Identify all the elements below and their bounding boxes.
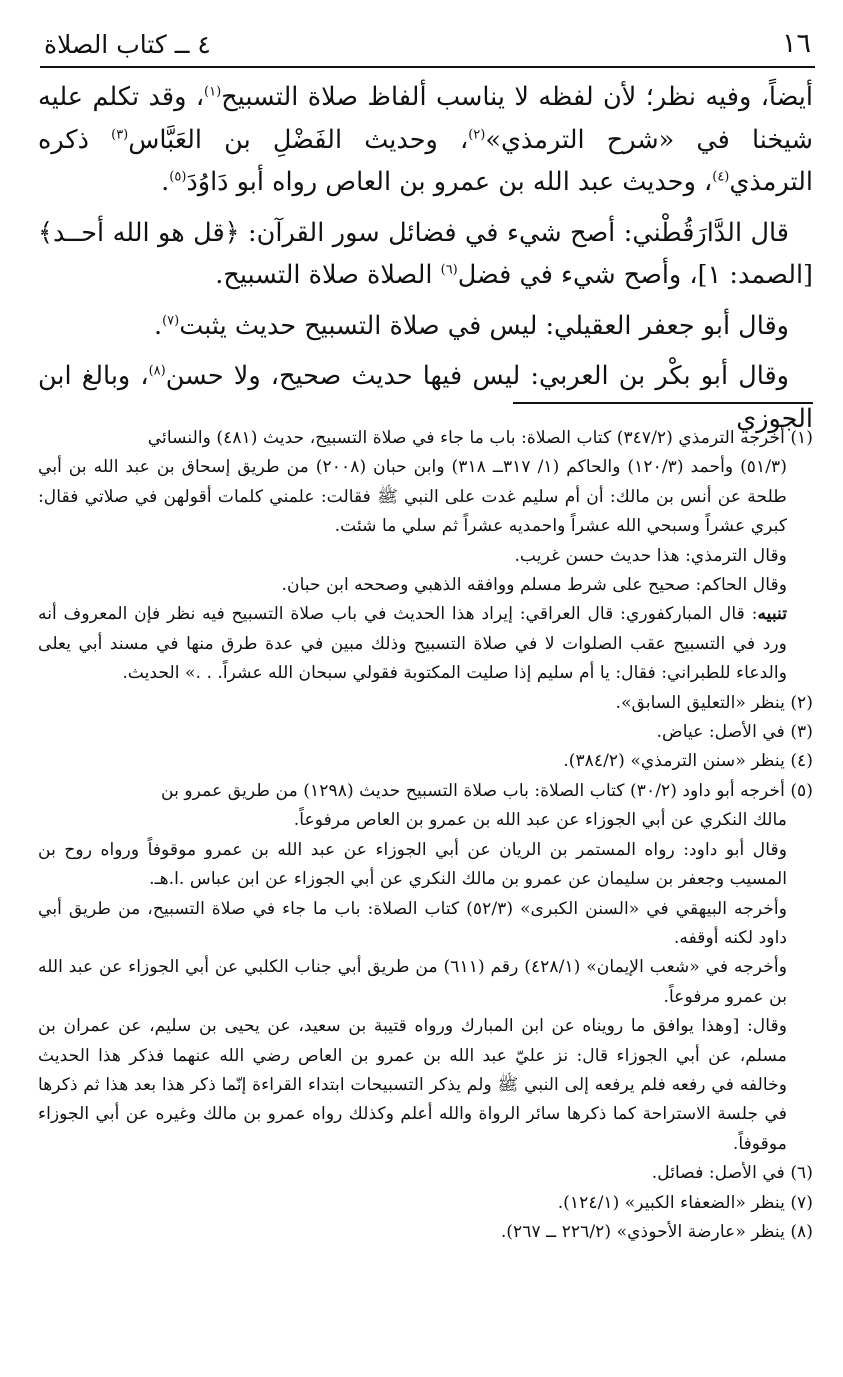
paragraph-1 bbox=[38, 76, 813, 204]
text-span: ، وحديث عبد الله بن عمرو بن العاص رواه أبو دَاوُدَ bbox=[186, 167, 713, 197]
text-span: أيضاً، وفيه نظر؛ لأن لفظه لا يناسب ألفاظ صلاة التسبيح bbox=[221, 82, 813, 112]
footnote-ref-1[interactable]: (١) bbox=[204, 84, 222, 100]
running-title: ٤ ــ كتاب الصلاة bbox=[44, 30, 211, 59]
footnote-6: (٦) في الأصل: فصائل. bbox=[651, 1163, 813, 1184]
footnote-5: (٥) أخرجه أبو داود (٣٠/٢) كتاب الصلاة: باب صلاة التسبيح حديث (١٢٩٨) من طريق عمرو بن bbox=[161, 780, 813, 801]
page-number: ١٦ bbox=[781, 28, 811, 59]
footnotes bbox=[38, 424, 813, 1247]
text-span: وقال أبو بكْر بن العربي: ليس فيها حديث صحيح، ولا حسن bbox=[165, 361, 789, 391]
text-span: ذكره الترمذي bbox=[38, 124, 813, 197]
text-span: . bbox=[153, 310, 163, 341]
note-label: تنبيه bbox=[757, 604, 787, 625]
footnote-ref-2[interactable]: (٢) bbox=[468, 127, 486, 142]
footnote-5-bayhaqi: وأخرجه البيهقي في «السنن الكبرى» (٥٢/٣) كتاب الصلاة: باب ما جاء في صلاة التسبيح، من طريق أبي داود لكنه أوقفه. bbox=[38, 898, 788, 948]
text-span: وقال أبو جعفر العقيلي: ليس في صلاة التسبيح حديث يثبت bbox=[179, 310, 789, 341]
footnote-ref-8[interactable]: (٨) bbox=[148, 363, 166, 379]
footnote-8: (٨) ينظر «عارضة الأحوذي» (٢٢٦/٢ ــ ٢٦٧). bbox=[500, 1221, 813, 1242]
text-span: الصلاة صلاة التسبيح. bbox=[215, 260, 441, 290]
footnote-ref-6[interactable]: (٦) bbox=[440, 262, 458, 278]
page-header bbox=[40, 26, 815, 68]
footnote-ref-3[interactable]: (٣) bbox=[111, 127, 129, 142]
text-span: ، وبالغ ابن الجوزي bbox=[38, 361, 813, 434]
footnote-1: (١) أخرجه الترمذي (٣٤٧/٢) كتاب الصلاة: باب ما جاء في صلاة التسبيح، حديث (٤٨١) والنسائي bbox=[147, 428, 813, 448]
footnote-3: (٣) في الأصل: عياض. bbox=[656, 722, 813, 743]
paragraph-2 bbox=[38, 212, 813, 297]
text-span: ، وحديث الفَضْلِ بن العَبَّاس bbox=[128, 124, 469, 155]
note-text: : قال المباركفوري: قال العراقي: إيراد هذا الحديث في باب صلاة التسبيح فيه نظر فإن المعروف أنه ورد في التسبيح عقب الصلوات لا في صلاة التسبيح وذلك مبين في عدة طرق منها في مسند أبي يعلى والدعاء للطبراني: فقال: يا أم سليم إذا صليت المكتوبة فقولي سبحان الله عشراً. . .» الحديث. bbox=[38, 604, 787, 684]
footnote-ref-7[interactable]: (٧) bbox=[162, 313, 180, 328]
text-span: . bbox=[161, 167, 170, 197]
main-text bbox=[38, 76, 813, 448]
footnote-ref-4[interactable]: (٤) bbox=[712, 169, 730, 185]
footnote-5-shuab: وأخرجه في «شعب الإيمان» (٤٢٨/١) رقم (٦١١) من طريق أبي جناب الكلبي عن أبي الجوزاء عن عبد الله بن عمرو مرفوعاً. bbox=[38, 957, 787, 1007]
footnote-5-continuation: مالك النكري عن أبي الجوزاء عن عبد الله بن عمرو بن العاص مرفوعاً. bbox=[293, 810, 787, 831]
footnote-ref-5[interactable]: (٥) bbox=[169, 169, 187, 185]
text-span: ، وقد تكلم عليه شيخنا في «شرح الترمذي» bbox=[38, 82, 814, 155]
footnote-4: (٤) ينظر «سنن الترمذي» (٣٨٤/٢). bbox=[563, 751, 813, 772]
footnote-1-continuation: (٥١/٣) وأحمد (١٢٠/٣) والحاكم (١/ ٣١٧ــ ٣١٨) وابن حبان (٢٠٠٨) من طريق إسحاق بن عبد الله بن أبي طلحة عن أنس بن مالك: أن أم سليم غدت على النبي ﷺ فقالت: علمني كلمات أقولهن في صلاتي فقال: كبري عشراً وسبحي الله عشراً واحمديه عشراً ثم سلي ما شئت. bbox=[38, 457, 787, 537]
footnote-separator bbox=[513, 402, 813, 404]
footnote-5-qala: وقال: [وهذا يوافق ما رويناه عن ابن المبارك ورواه قتيبة بن سعيد، عن يحيى بن سليم، عن عمران بن مسلم، عن أبي الجوزاء قال: نز عليّ عبد الله بن عمرو بن العاص رضي الله عنهما فذكر هذا الحديث وخالفه في رفعه فلم يرفعه إلى النبي ﷺ ولم يذكر التسبيحات ابتداء القراءة إنّما ذكر هذا بعد هذا ثم ذكرها في جلسة الاستراحة كما ذكرها سائر الرواة والله أعلم وكذلك رواه عمرو بن مالك وغيره عن أبي الجوزاء موقوفاً. bbox=[38, 1016, 787, 1154]
footnote-7: (٧) ينظر «الضعفاء الكبير» (١٢٤/١). bbox=[557, 1192, 813, 1213]
paragraph-3 bbox=[38, 305, 813, 348]
text-span: قال الدَّارَقُطْني: أصح شيء في فضائل سور القرآن: ﴿قل هو الله أحــد﴾ [الصمد: ١]، وأصح شيء في فضل bbox=[38, 217, 813, 290]
footnote-1-hakim: وقال الحاكم: صحيح على شرط مسلم ووافقه الذهبي وصححه ابن حبان. bbox=[281, 575, 787, 596]
footnote-2: (٢) ينظر «التعليق السابق». bbox=[615, 692, 813, 713]
footnote-1-note bbox=[38, 600, 813, 688]
footnote-1-tirmidhi: وقال الترمذي: هذا حديث حسن غريب. bbox=[514, 545, 787, 566]
footnote-5-abu-dawud: وقال أبو داود: رواه المستمر بن الريان عن أبي الجوزاء عن عبد الله بن عمرو موقوفاً ورواه روح بن المسيب وجعفر بن سليمان عن عمرو بن مالك النكري عن أبي الجوزاء عن ابن عباس .ا.هـ. bbox=[38, 839, 787, 890]
